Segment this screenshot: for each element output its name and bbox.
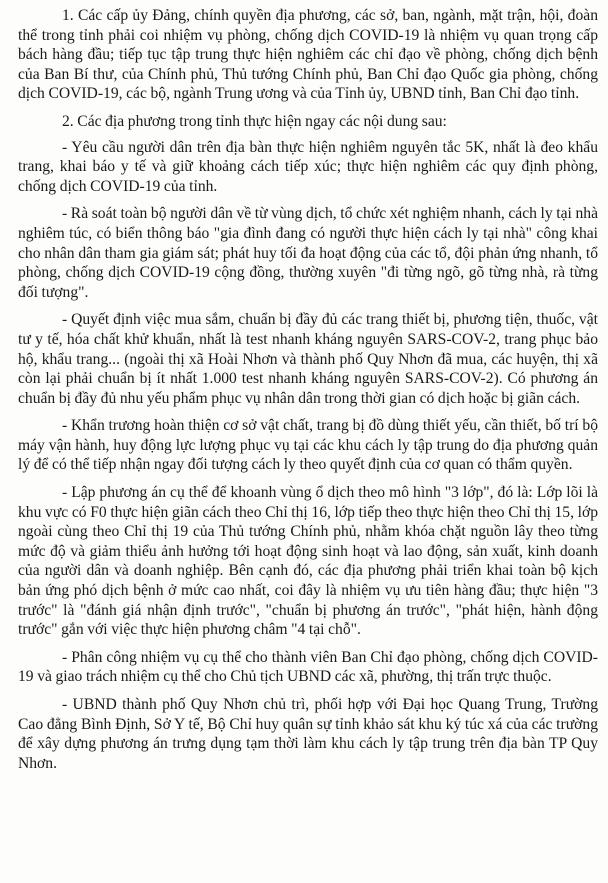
- paragraph-1: 1. Các cấp ủy Đảng, chính quyền địa phương, các sở, ban, ngành, mặt trận, hội, đoàn thể trong tỉnh phải coi nhiệm vụ phòng, chống dịch COVID-19 là nhiệm vụ quan trọng cấp bách hàng đầu; tiếp tục tập trung thực hiện nghiêm các chỉ đạo về phòng, chống dịch bệnh của Ban Bí thư, của Chính phủ, Thủ tướng Chính phủ, Ban Chỉ đạo Quốc gia phòng, chống dịch COVID-19, các bộ, ngành Trung ương và của Tỉnh ủy, UBND tỉnh, Ban Chỉ đạo tỉnh.: [18, 7, 598, 103]
- paragraph-6: - Khẩn trương hoàn thiện cơ sở vật chất, trang bị đồ dùng thiết yếu, cần thiết, bố trí bộ máy vận hành, huy động lực lượng phục vụ tại các khu cách ly tập trung do địa phương quản lý để có thể tiếp nhận ngay đối tượng cách ly theo quyết định của cơ quan có thẩm quyền.: [18, 417, 598, 474]
- paragraph-4: - Rà soát toàn bộ người dân về từ vùng dịch, tổ chức xét nghiệm nhanh, cách ly tại nhà nghiêm túc, có biển thông báo "gia đình đang có người thực hiện cách ly tại nhà" công khai cho nhân dân tham gia giám sát; phát huy tối đa hoạt động của các tổ, đội phản ứng nhanh, tổ phòng, chống dịch COVID-19 cộng đồng, thường xuyên "đi từng ngõ, gõ từng nhà, rà từng đối tượng".: [18, 205, 598, 301]
- paragraph-9: - UBND thành phố Quy Nhơn chủ trì, phối hợp với Đại học Quang Trung, Trường Cao đẳng Bình Định, Sở Y tế, Bộ Chỉ huy quân sự tỉnh khảo sát khu ký túc xá của các trường để xây dựng phương án trưng dụng tạm thời làm khu cách ly tập trung trên địa bàn TP Quy Nhơn.: [18, 696, 598, 772]
- paragraph-2: 2. Các địa phương trong tỉnh thực hiện ngay các nội dung sau:: [62, 112, 447, 130]
- paragraph-7: - Lập phương án cụ thể để khoanh vùng ổ dịch theo mô hình "3 lớp", đó là: Lớp lõi là khu vực có F0 thực hiện giãn cách theo Chỉ thị 16, lớp tiếp theo thực hiện theo Chỉ thị 15, lớp ngoài cùng theo Chỉ thị 19 của Thủ tướng Chính phủ, nhằm khóa chặt nguồn lây theo từng mức độ và giảm thiểu ảnh hưởng tới hoạt động sinh hoạt và lao động, sản xuất, kinh doanh của người dân và doanh nghiệp. Bên cạnh đó, các địa phương phải triển khai toàn bộ kịch bản ứng phó dịch bệnh ở mức cao nhất, coi đây là nhiệm vụ ưu tiên hàng đầu; thực hiện "3 trước" là "đánh giá nhận định trước", "chuẩn bị phương án trước", "phát hiện, hành động trước" gắn với việc thực hiện phương châm "4 tại chỗ".: [18, 484, 598, 639]
- paragraph-3: - Yêu cầu người dân trên địa bàn thực hiện nghiêm nguyên tắc 5K, nhất là đeo khẩu trang, khai báo y tế và giữ khoảng cách tiếp xúc; thực hiện nghiêm các quy định phòng, chống dịch COVID-19 của tỉnh.: [18, 138, 598, 195]
- paragraph-8: - Phân công nhiệm vụ cụ thể cho thành viên Ban Chỉ đạo phòng, chống dịch COVID-19 và giao trách nhiệm cụ thể cho Chủ tịch UBND các xã, phường, thị trấn trực thuộc.: [18, 648, 598, 686]
- paragraph-5: - Quyết định việc mua sắm, chuẩn bị đầy đủ các trang thiết bị, phương tiện, thuốc, vật tư y tế, hóa chất khử khuẩn, nhất là test nhanh kháng nguyên SARS-COV-2, trang phục bảo hộ, khẩu trang... (ngoài thị xã Hoài Nhơn và thành phố Quy Nhơn đã mua, các huyện, thị xã còn lại phải chuẩn bị ít nhất 1.000 test nhanh kháng nguyên SARS-COV-2). Có phương án chuẩn bị đầy đủ nhu yếu phẩm phục vụ nhân dân trong thời gian có dịch hoặc bị giãn cách.: [18, 311, 598, 407]
